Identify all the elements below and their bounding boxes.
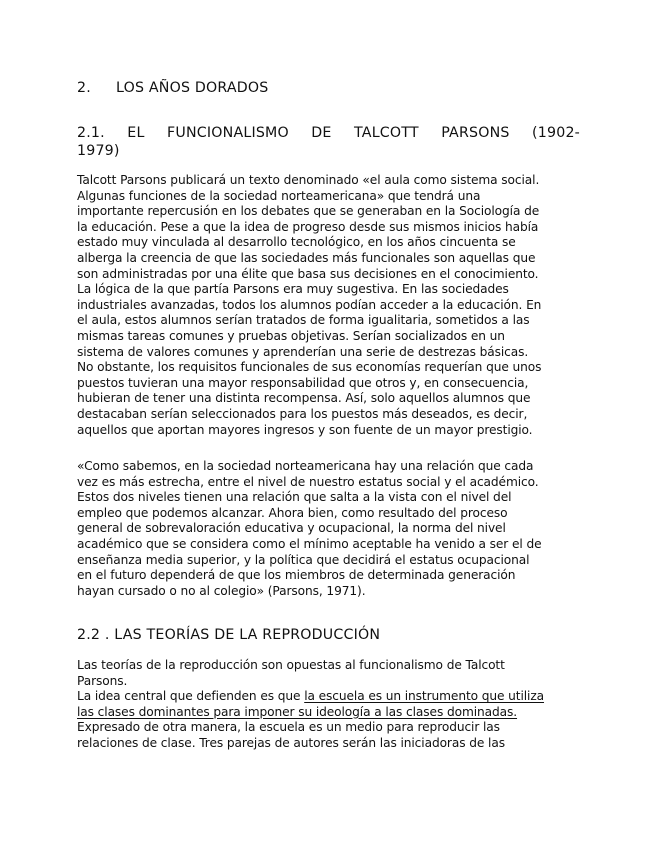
paragraph-line: sistema de valores comunes y aprenderían una serie de destrezas básicas.: [77, 344, 529, 359]
paragraph-line: hubieran de tener una distinta recompensa. Así, solo aquellos alumnos que: [77, 391, 531, 406]
quote-line: general de sobrevaloración educativa y ocupacional, la norma del nivel: [77, 521, 506, 536]
quote-line: académico que se considera como el mínimo aceptable ha venido a ser el de: [77, 536, 542, 551]
section-1-heading: [77, 124, 580, 160]
chapter-title: LOS AÑOS DORADOS: [116, 80, 269, 96]
paragraph-line: No obstante, los requisitos funcionales de sus economías requerían que unos: [77, 360, 542, 375]
paragraph-line: alberga la creencia de que las sociedades más funcionales son aquellas que: [77, 250, 536, 265]
paragraph-line: mismas tareas comunes y pruebas objetivas. Serían socializados en un: [77, 328, 505, 343]
underlined-text: la escuela es un instrumento que utiliza: [304, 689, 545, 704]
paragraph-line: industriales avanzadas, todos los alumnos podían acceder a la educación. En: [77, 297, 542, 312]
quote-line: hayan cursado o no al colegio» (Parsons, 1971).: [77, 583, 366, 598]
paragraph-line: Las teorías de la reproducción son opuestas al funcionalismo de Talcott: [77, 658, 505, 672]
chapter-heading: [77, 80, 268, 96]
section-2-heading: 2.2 . LAS TEORÍAS DE LA REPRODUCCIÓN: [77, 627, 381, 643]
paragraph-line: destacaban serían seleccionados para los puestos más deseados, es decir,: [77, 406, 528, 421]
paragraph-line: [77, 689, 577, 705]
parsons-paragraph: [77, 173, 577, 438]
paragraph-line: aquellos que aportan mayores ingresos y son fuente de un mayor prestigio.: [77, 422, 533, 437]
section-1-heading-line-1: 2.1. EL FUNCIONALISMO DE TALCOTT PARSONS (1902-: [77, 125, 580, 141]
quote-line: Estos dos niveles tienen una relación que salta a la vista con el nivel del: [77, 490, 512, 505]
section-1-heading-line-2: 1979): [77, 143, 120, 159]
quote-line: en el futuro dependerá de que los miembros de determinada generación: [77, 568, 516, 583]
paragraph-line: estado muy vinculada al desarrollo tecnológico, en los años cincuenta se: [77, 235, 516, 250]
reproduction-paragraph: [77, 658, 577, 752]
quote-line: «Como sabemos, en la sociedad norteamericana hay una relación que cada: [77, 459, 534, 473]
paragraph-line: La lógica de la que partía Parsons era muy sugestiva. En las sociedades: [77, 282, 509, 297]
paragraph-line: puestos tuvieran una mayor responsabilidad que otros y, en consecuencia,: [77, 375, 529, 390]
parsons-quote: [77, 459, 577, 599]
paragraph-line: la educación. Pese a que la idea de progreso desde sus mismos inicios había: [77, 219, 539, 234]
chapter-number: 2.: [77, 80, 91, 96]
paragraph-line: el aula, estos alumnos serían tratados de forma igualitaria, sometidos a las: [77, 313, 530, 328]
paragraph-line: Talcott Parsons publicará un texto denominado «el aula como sistema social.: [77, 173, 540, 187]
quote-line: empleo que podemos alcanzar. Ahora bien, como resultado del proceso: [77, 505, 508, 520]
paragraph-line: Parsons.: [77, 673, 128, 688]
paragraph-line: Expresado de otra manera, la escuela es un medio para reproducir las: [77, 720, 500, 735]
underlined-text: las clases dominantes para imponer su ideología a las clases dominadas.: [77, 704, 518, 719]
plain-text: La idea central que defienden es que: [77, 689, 305, 704]
paragraph-line: Algunas funciones de la sociedad norteamericana» que tendrá una: [77, 188, 481, 203]
paragraph-line: son administradas por una élite que basa sus decisiones en el conocimiento.: [77, 266, 539, 281]
paragraph-line: importante repercusión en los debates que se generaban en la Sociología de: [77, 204, 540, 219]
quote-line: vez es más estrecha, entre el nivel de nuestro estatus social y el académico.: [77, 474, 539, 489]
paragraph-line: relaciones de clase. Tres parejas de autores serán las iniciadoras de las: [77, 735, 505, 750]
quote-line: enseñanza media superior, y la política que decidirá el estatus ocupacional: [77, 552, 530, 567]
